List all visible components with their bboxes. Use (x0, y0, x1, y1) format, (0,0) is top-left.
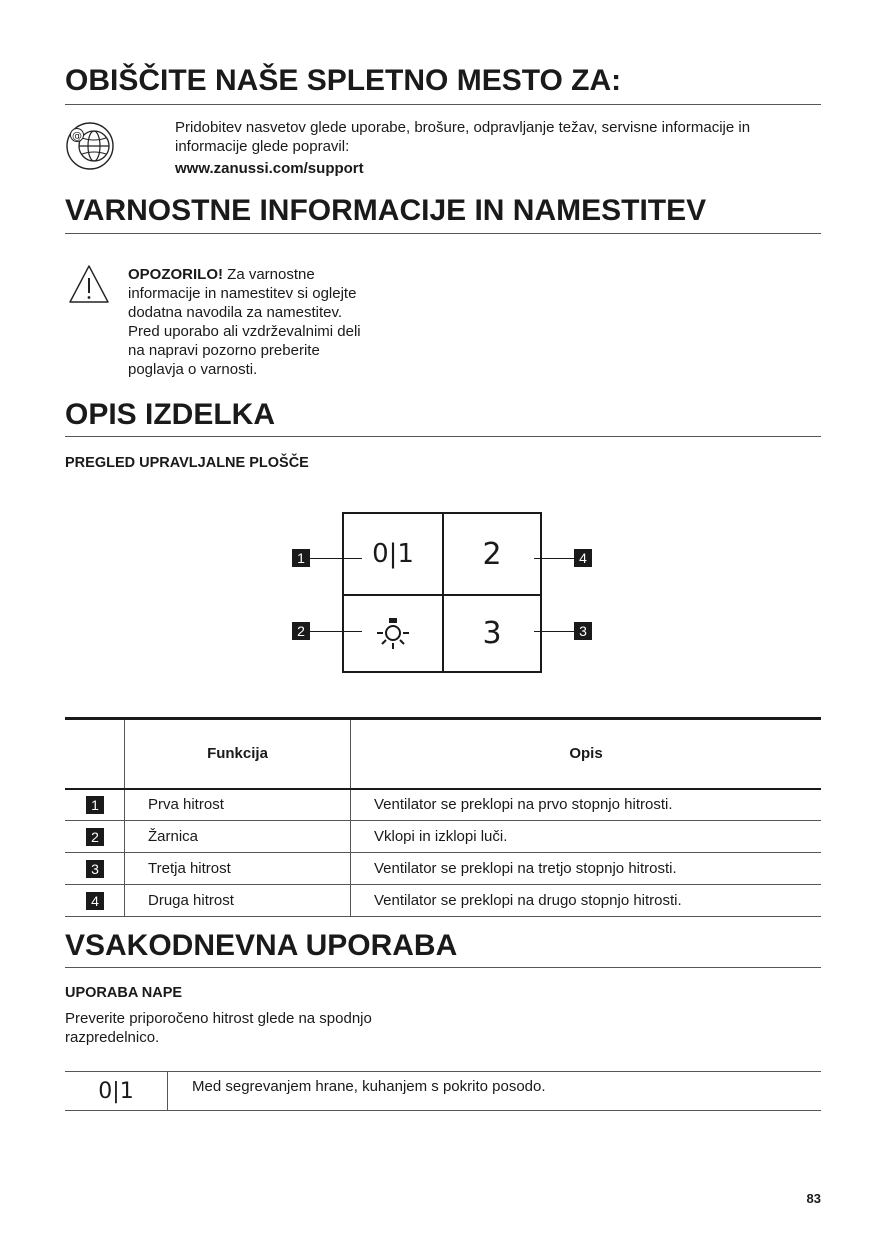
usage-symbol: 0|1 (65, 1072, 168, 1110)
lamp-icon (375, 616, 411, 652)
panel-button-speed-3[interactable]: 3 (482, 616, 502, 651)
table-cell-function: Prva hitrost (125, 789, 351, 821)
subtitle-control-panel: PREGLED UPRAVLJALNE PLOŠČE (65, 455, 309, 471)
warning-line: informacije in namestitev si oglejte (128, 285, 357, 302)
svg-text:@: @ (72, 131, 82, 142)
table-cell-function: Tretja hitrost (125, 853, 351, 885)
divider (65, 233, 821, 234)
function-table (65, 717, 821, 917)
table-row (65, 821, 821, 853)
callout-badge-3: 3 (574, 622, 592, 640)
panel-button-power[interactable]: 0|1 (372, 539, 414, 569)
table-cell-description: Ventilator se preklopi na drugo stopnjo hitrosti. (374, 892, 682, 909)
table-header-cell: Funkcija (125, 719, 351, 789)
callout-badge-4: 4 (574, 549, 592, 567)
warning-label: OPOZORILO! (128, 266, 223, 283)
warning-line: na napravi pozorno preberite (128, 342, 320, 359)
text-line: razpredelnico. (65, 1029, 160, 1046)
daily-use-text (65, 1009, 465, 1047)
callout-badge-2: 2 (292, 622, 310, 640)
panel-button-light[interactable] (344, 596, 442, 671)
warning-line: dodatna navodila za namestitev. (128, 304, 343, 321)
table-row (65, 789, 821, 821)
table-header-cell: Opis (569, 745, 603, 763)
table-cell-function: Druga hitrost (125, 885, 351, 917)
warning-line: Za varnostne (223, 266, 315, 283)
text-line: Preverite priporočeno hitrost glede na spodnjo (65, 1010, 372, 1027)
page-number: 83 (806, 1191, 821, 1206)
divider (65, 967, 821, 968)
table-header-row (65, 719, 821, 789)
table-cell-function: Žarnica (125, 821, 351, 853)
section-title-website: OBIŠČITE NAŠE SPLETNO MESTO ZA: (65, 64, 622, 97)
section-title-product: OPIS IZDELKA (65, 398, 276, 431)
table-cell-description: Ventilator se preklopi na prvo stopnjo hitrosti. (374, 796, 673, 814)
row-number-badge: 1 (86, 796, 104, 814)
callout-line (534, 631, 574, 632)
warning-line: Pred uporabo ali vzdrževalnimi deli (128, 323, 361, 340)
warning-triangle-icon (67, 263, 111, 305)
table-cell-description: Ventilator se preklopi na tretjo stopnjo hitrosti. (374, 860, 677, 877)
row-number-badge: 4 (86, 892, 104, 910)
row-number-badge: 3 (86, 860, 104, 878)
section-title-safety: VARNOSTNE INFORMACIJE IN NAMESTITEV (65, 194, 707, 227)
support-url-link[interactable]: www.zanussi.com/support (175, 160, 364, 177)
usage-table (65, 1071, 821, 1111)
section-title-daily-use: VSAKODNEVNA UPORABA (65, 929, 458, 962)
subtitle-hood-use: UPORABA NAPE (65, 985, 183, 1001)
website-description: Pridobitev nasvetov glede uporabe, brošure, odpravljanje težav, servisne informacije in informacije glede popravil: (175, 119, 751, 155)
control-panel-diagram (342, 512, 542, 673)
table-header-cell (65, 719, 125, 789)
callout-line (310, 631, 362, 632)
divider (65, 104, 821, 105)
table-cell-description: Vklopi in izklopi luči. (374, 828, 508, 845)
row-number-badge: 2 (86, 828, 104, 846)
divider (65, 436, 821, 437)
table-row (65, 885, 821, 917)
safety-warning-text (128, 265, 428, 379)
callout-badge-1: 1 (292, 549, 310, 567)
table-row (65, 853, 821, 885)
callout-line (534, 558, 574, 559)
callout-line (310, 558, 362, 559)
warning-line: poglavja o varnosti. (128, 361, 258, 378)
panel-button-speed-2[interactable]: 2 (482, 536, 502, 572)
usage-description: Med segrevanjem hrane, kuhanjem s pokrito posodo. (192, 1078, 546, 1095)
web-globe-icon (64, 121, 116, 171)
